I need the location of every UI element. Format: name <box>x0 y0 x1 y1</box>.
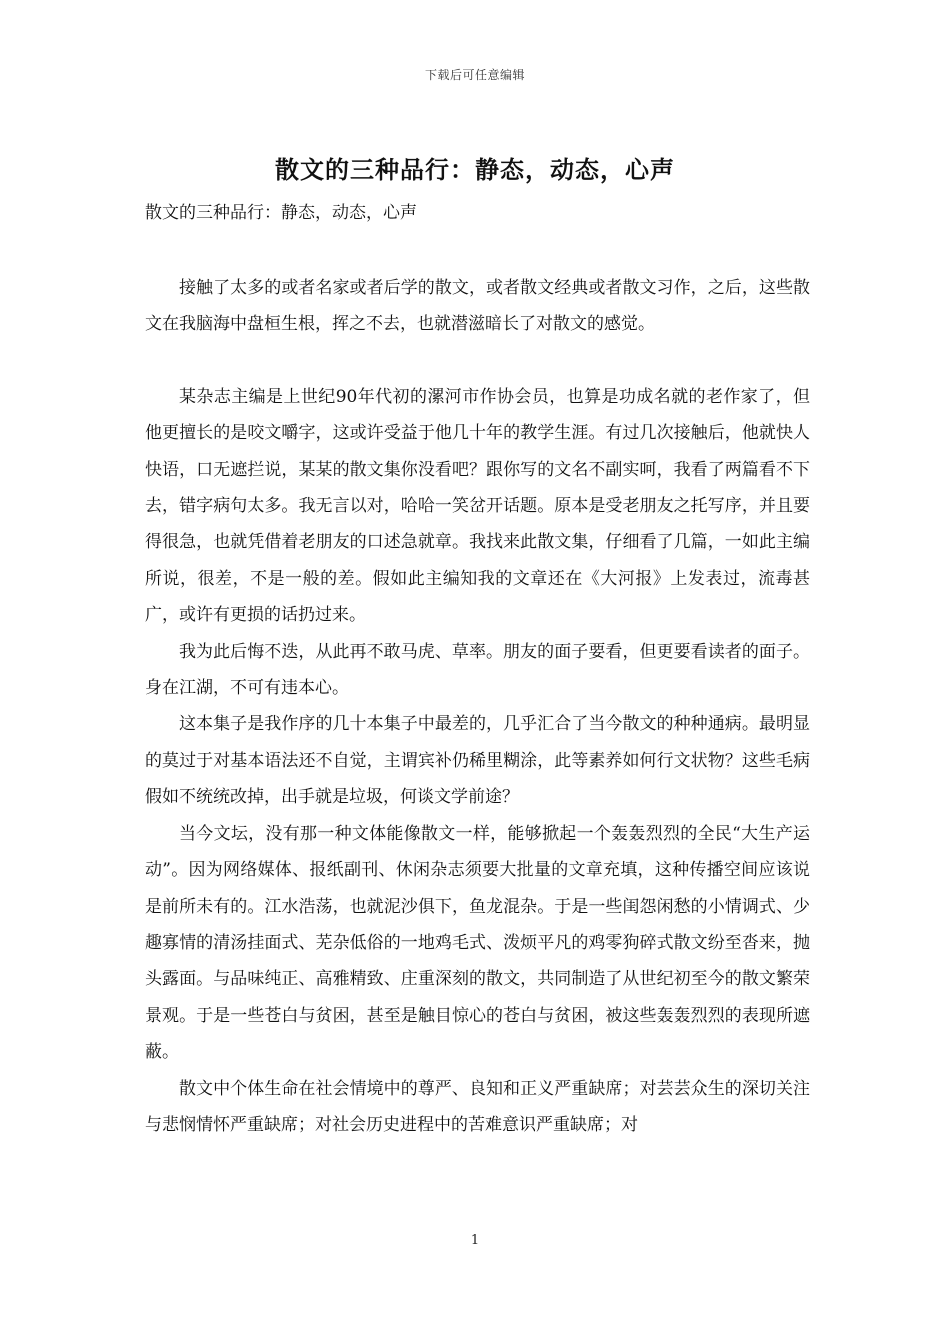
page-header-note: 下载后可任意编辑 <box>424 68 525 82</box>
paragraph-5: 当今文坛，没有那一种文体能像散文一样，能够掀起一个轰轰烈烈的全民“大生产运动”。因为网络媒体、报纸副刊、休闲杂志须要大批量的文章充填，这种传播空间应该说是前所未有的。江水浩荡，也就泥沙俱下，鱼龙混杂。于是一些闺怨闲愁的小情调式、少趣寡情的清汤挂面式、芜杂低俗的一地鸡毛式、泼烦平凡的鸡零狗碎式散文纷至沓来，抛头露面。与品味纯正、高雅精致、庄重深刻的散文，共同制造了从世纪初至今的散文繁荣景观。于是一些苍白与贫困，甚至是触目惊心的苍白与贫困，被这些轰轰烈烈的表现所遮蔽。 <box>145 823 810 1063</box>
paragraph-4: 这本集子是我作序的几十本集子中最差的，几乎汇合了当今散文的种种通病。最明显的莫过于对基本语法还不自觉，主谓宾补仍稀里糊涂，此等素养如何行文状物？这些毛病假如不统统改掉，出手就是垃圾，何谈文学前途？ <box>145 714 810 808</box>
paragraph-1: 接触了太多的或者名家或者后学的散文，或者散文经典或者散文习作，之后，这些散文在我脑海中盘桓生根，挥之不去，也就潜滋暗长了对散文的感觉。 <box>145 278 810 335</box>
document-title: 散文的三种品行：静态，动态，心声 <box>275 155 675 184</box>
paragraph-6: 散文中个体生命在社会情境中的尊严、良知和正义严重缺席；对芸芸众生的深切关注与悲悯情怀严重缺席；对社会历史进程中的苦难意识严重缺席；对 <box>145 1078 810 1135</box>
page-number: 1 <box>470 1233 480 1248</box>
paragraph-2: 某杂志主编是上世纪90年代初的漯河市作协会员，也算是功成名就的老作家了，但他更擅长的是咬文嚼字，这或许受益于他几十年的教学生涯。有过几次接触后，他就快人快语，口无遮拦说，某某的散文集你没看吧？跟你写的文名不副实呵，我看了两篇看不下去，错字病句太多。我无言以对，哈哈一笑岔开话题。原本是受老朋友之托写序，并且要得很急，也就凭借着老朋友的口述急就章。我找来此散文集，仔细看了几篇，一如此主编所说，很差，不是一般的差。假如此主编知我的文章还在《大河报》上发表过，流毒甚广，或许有更损的话扔过来。 <box>145 386 810 626</box>
document-subtitle: 散文的三种品行：静态，动态，心声 <box>145 203 417 223</box>
paragraph-3: 我为此后悔不迭，从此再不敢马虎、草率。朋友的面子要看，但更要看读者的面子。身在江湖，不可有违本心。 <box>145 641 810 699</box>
document-body <box>145 270 810 1143</box>
